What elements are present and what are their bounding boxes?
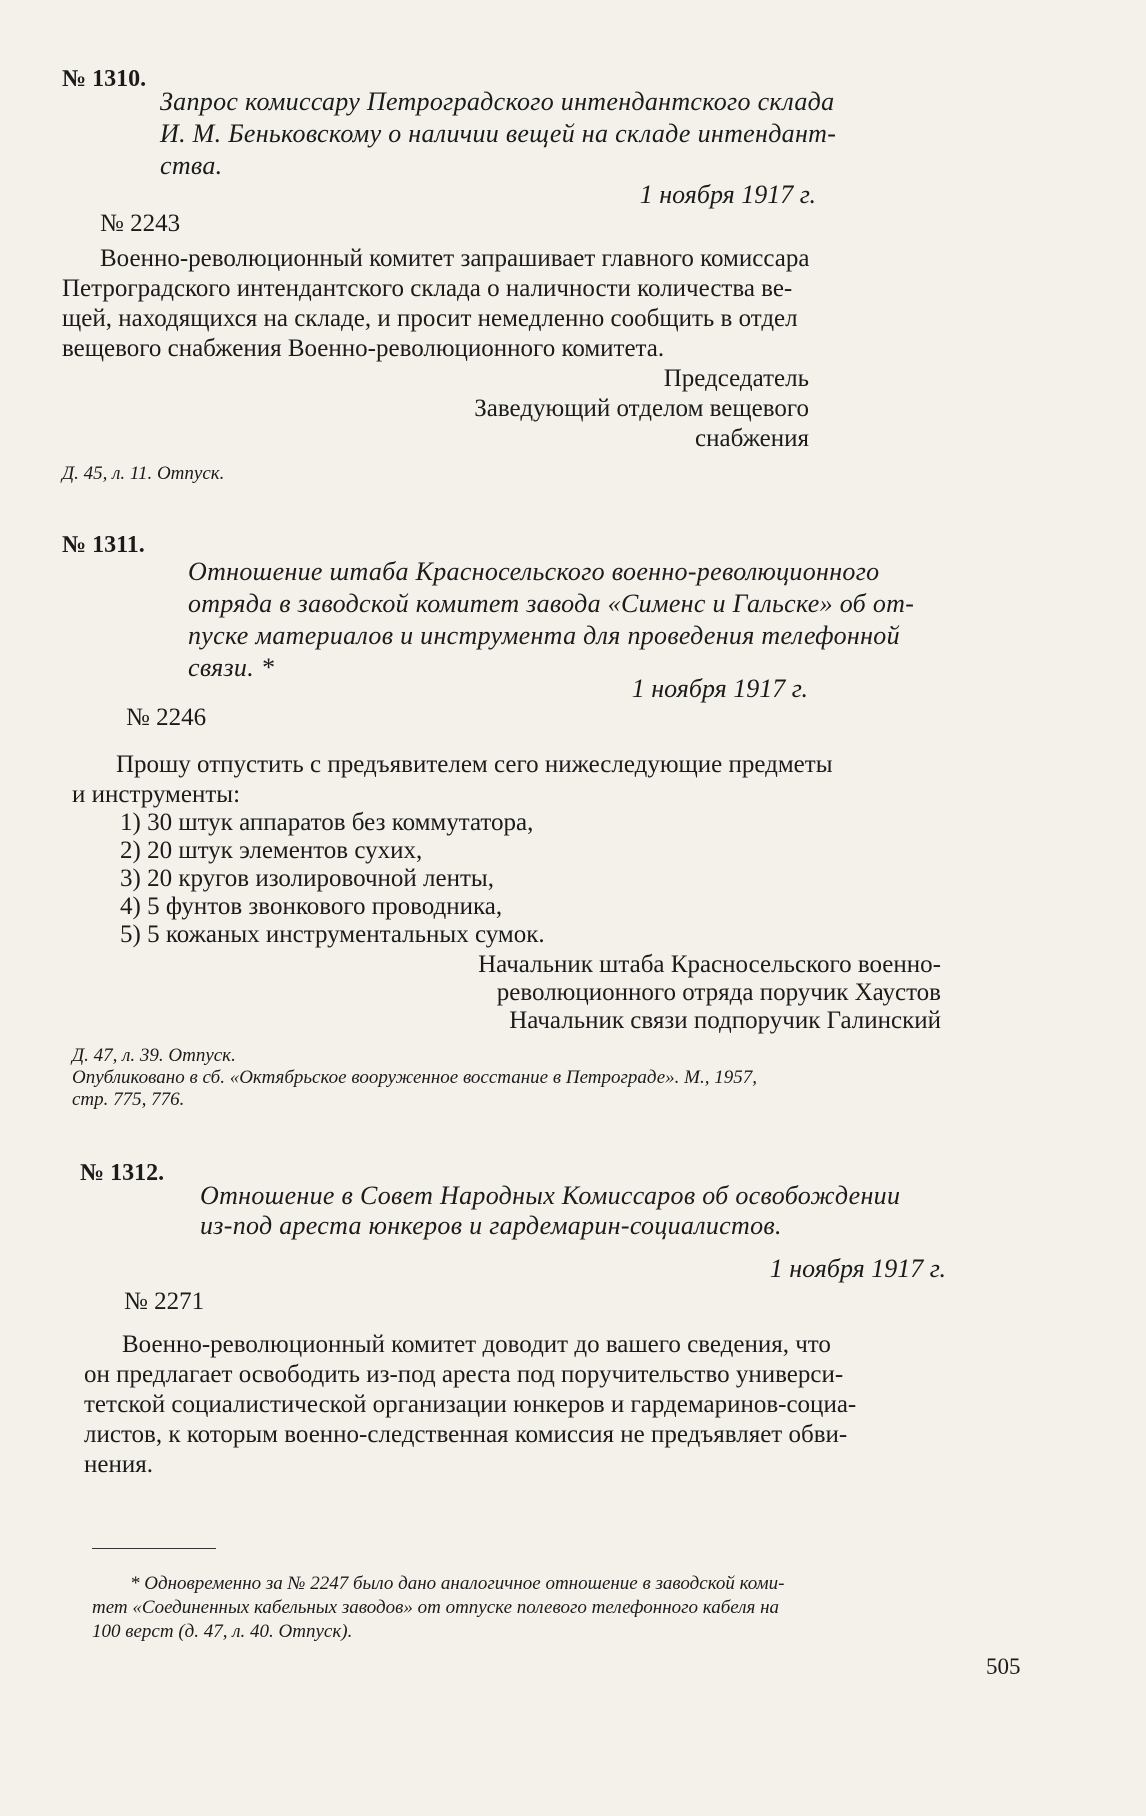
doc-1311-source-line-1: Д. 47, л. 39. Отпуск. [72,1045,236,1066]
doc-1312-body-line-5: нения. [84,1451,153,1478]
doc-1311-doc-number: № 2246 [126,704,207,731]
doc-1311-signature-3: Начальник связи подпоручик Галинский [509,1007,941,1034]
doc-1312-body-line-3: тетской социалистической организации юнкеров и гардемаринов-социа- [84,1391,857,1418]
doc-1311-date: 1 ноября 1917 г. [631,674,808,703]
doc-1311-source-line-2: Опубликовано в сб. «Октябрьское вооруженное восстание в Петрограде». М., 1957, [72,1067,758,1088]
page-number: 505 [986,1654,1021,1679]
doc-1311-number: № 1311. [62,532,145,558]
doc-1310-source: Д. 45, л. 11. Отпуск. [62,463,225,484]
footnote-line-1: * Одновременно за № 2247 было дано аналогичное отношение в заводской коми- [130,1573,785,1594]
doc-1311-item-1: 1) 30 штук аппаратов без коммутатора, [120,809,534,836]
doc-1310-signature-1: Председатель [663,365,809,392]
doc-1310-signature-2: Заведующий отделом вещевого [474,395,809,422]
doc-1311-heading-line-4: связи. * [188,653,275,682]
doc-1311-body-line-1: Прошу отпустить с предъявителем сего нижеследующие предметы [116,751,833,778]
doc-1310-body-line-4: вещевого снабжения Военно-революционного комитета. [62,335,665,362]
doc-1312-body-line-2: он предлагает освободить из-под ареста под поручительство универси- [84,1361,844,1388]
doc-1311-body-line-2: и инструменты: [72,781,241,808]
doc-1312-number: № 1312. [80,1160,165,1186]
doc-1310-body-line-2: Петроградского интендантского склада о наличности количества ве- [62,275,793,302]
doc-1311-signature-2: революционного отряда поручик Хаустов [496,979,941,1006]
doc-1310-body-line-3: щей, находящихся на складе, и просит немедленно сообщить в отдел [62,305,798,332]
doc-1312-body-line-1: Военно-революционный комитет доводит до вашего сведения, что [122,1331,831,1358]
doc-1311-item-3: 3) 20 кругов изолировочной ленты, [120,865,494,892]
doc-1310-number: № 1310. [62,66,147,92]
doc-1311-heading-line-2: отряда в заводской комитет завода «Сименс и Гальске» об от- [188,589,915,618]
doc-1312-heading-line-1: Отношение в Совет Народных Комиссаров об освобождении [200,1181,901,1210]
footnote-line-2: тет «Соединенных кабельных заводов» от отпуске полевого телефонного кабеля на [92,1597,780,1618]
doc-1312-body-line-4: листов, к которым военно-следственная комиссия не предъявляет обви- [84,1421,848,1448]
doc-1312-date: 1 ноября 1917 г. [769,1254,946,1283]
bleed-through [920,432,926,458]
footnote-rule [92,1548,216,1549]
doc-1311-source-line-3: стр. 775, 776. [72,1089,185,1110]
doc-1312-doc-number: № 2271 [124,1288,205,1315]
doc-1312-heading-line-2: из-под ареста юнкеров и гардемарин-социалистов. [200,1211,782,1240]
doc-1310-body-line-1: Военно-революционный комитет запрашивает главного комиссара [100,245,810,272]
doc-1310-heading-line-1: Запрос комиссару Петроградского интендантского склада [160,87,835,116]
doc-1310-date: 1 ноября 1917 г. [639,180,816,209]
doc-1310-heading-line-3: ства. [160,151,223,180]
doc-1310-doc-number: № 2243 [100,210,181,237]
doc-1310-signature-3: снабжения [695,425,809,452]
doc-1311-heading-line-3: пуске материалов и инструмента для проведения телефонной [188,621,900,650]
doc-1311-signature-1: Начальник штаба Красносельского военно- [478,951,941,978]
doc-1310-heading-line-2: И. М. Беньковскому о наличии вещей на складе интендант- [160,119,837,148]
doc-1311-item-5: 5) 5 кожаных инструментальных сумок. [120,921,545,948]
doc-1311-heading-line-1: Отношение штаба Красносельского военно-революционного [188,557,880,586]
doc-1311-item-4: 4) 5 фунтов звонкового проводника, [120,893,503,920]
doc-1311-item-2: 2) 20 штук элементов сухих, [120,837,423,864]
footnote-line-3: 100 верст (д. 47, л. 40. Отпуск). [92,1621,353,1642]
